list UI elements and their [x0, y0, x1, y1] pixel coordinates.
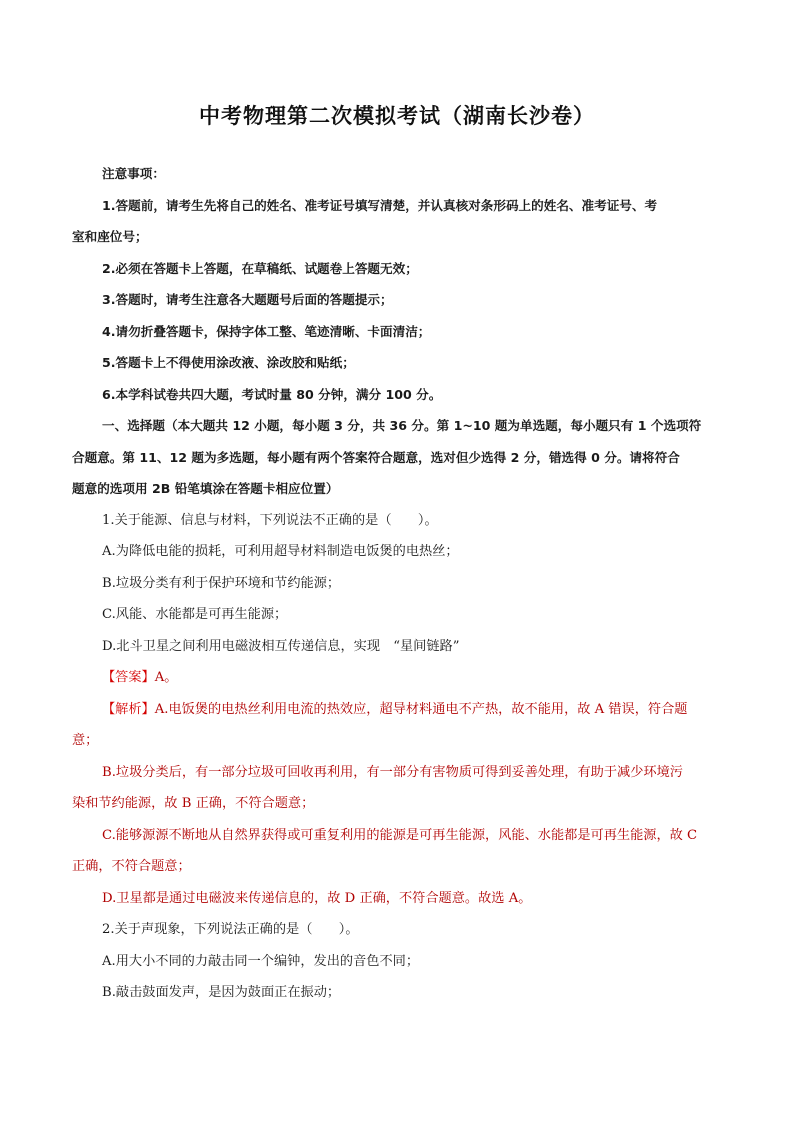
notice-item-3: 3.答题时，请考生注意各大题题号后面的答题提示；	[102, 292, 393, 307]
page-title: 中考物理第二次模拟考试（湖南长沙卷）	[199, 104, 595, 128]
notice-item-4: 4.请勿折叠答题卡，保持字体工整、笔迹清晰、卡面清洁；	[102, 323, 431, 339]
question-1-answer	[72, 662, 724, 694]
question-1-option-b: B.垃圾分类有利于保护环境和节约能源；	[102, 575, 341, 591]
notice-item-1: 1.答题前，请考生先将自己的姓名、准考证号填写清楚，并认真核对条形码上的姓名、准考证号、考	[102, 197, 658, 213]
question-2-option-a: A.用大小不同的力敲击同一个编钟，发出的音色不同；	[102, 953, 420, 969]
document-body	[72, 158, 724, 1009]
question-1-option-a: A.为降低电能的损耗，可利用超导材料制造电饭煲的电热丝；	[102, 544, 459, 559]
analysis-line-4: D.卫星都是通过电磁波来传递信息的，故 D 正确，不符合题意。故选 A。	[102, 890, 532, 906]
analysis-tag: 【解析】	[102, 701, 155, 717]
question-1-stem: 1.关于能源、信息与材料，下列说法不正确的是（ ）。	[102, 512, 438, 528]
question-2-stem: 2.关于声现象，下列说法正确的是（ ）。	[102, 922, 359, 937]
question-1-option-d: D.北斗卫星之间利用电磁波相互传递信息，实现 “星间链路”	[102, 638, 460, 654]
analysis-line-1-cont: 意；	[72, 733, 99, 748]
section-1-heading-cont-2: 题意的选项用 2B 铅笔填涂在答题卡相应位置）	[72, 481, 339, 496]
answer-tag: 【答案】	[102, 670, 155, 685]
notice-item-2: 2.必须在答题卡上答题，在草稿纸、试题卷上答题无效；	[102, 260, 418, 276]
analysis-line-1: A.电饭煲的电热丝利用电流的热效应，超导材料通电不产热，故不能用，故 A 错误，符合题	[154, 701, 688, 717]
notice-item-6: 6.本学科试卷共四大题，考试时量 80 分钟，满分 100 分。	[102, 386, 442, 402]
question-1-analysis	[72, 694, 724, 726]
answer-value: A。	[154, 670, 178, 685]
section-1-heading-cont-1: 合题意。第 11、12 题为多选题，每小题有两个答案符合题意，选对但少选得 2 分，错选得 0 分。请将符合	[72, 449, 680, 465]
question-1-option-c: C.风能、水能都是可再生能源；	[102, 607, 288, 622]
analysis-line-2-cont: 染和节约能源，故 B 正确，不符合题意；	[72, 796, 315, 811]
analysis-line-3: C.能够源源不断地从自然界获得或可重复利用的能源是可再生能源，风能、水能都是可再生能源，故 C	[102, 827, 698, 843]
section-1-heading: 一、选择题（本大题共 12 小题，每小题 3 分，共 36 分。第 1~10 题为单选题，每小题只有 1 个选项符	[102, 418, 702, 433]
notice-item-5: 5.答题卡上不得使用涂改液、涂改胶和贴纸；	[102, 355, 355, 370]
notice-item-1-cont: 室和座位号；	[72, 229, 148, 244]
notice-heading: 注意事项：	[102, 166, 165, 181]
analysis-line-3-cont: 正确，不符合题意；	[72, 859, 191, 874]
question-2-option-b: B.敲击鼓面发声，是因为鼓面正在振动；	[102, 985, 341, 1000]
analysis-line-2: B.垃圾分类后，有一部分垃圾可回收再利用，有一部分有害物质可得到妥善处理，有助于减少环境污	[102, 764, 683, 780]
